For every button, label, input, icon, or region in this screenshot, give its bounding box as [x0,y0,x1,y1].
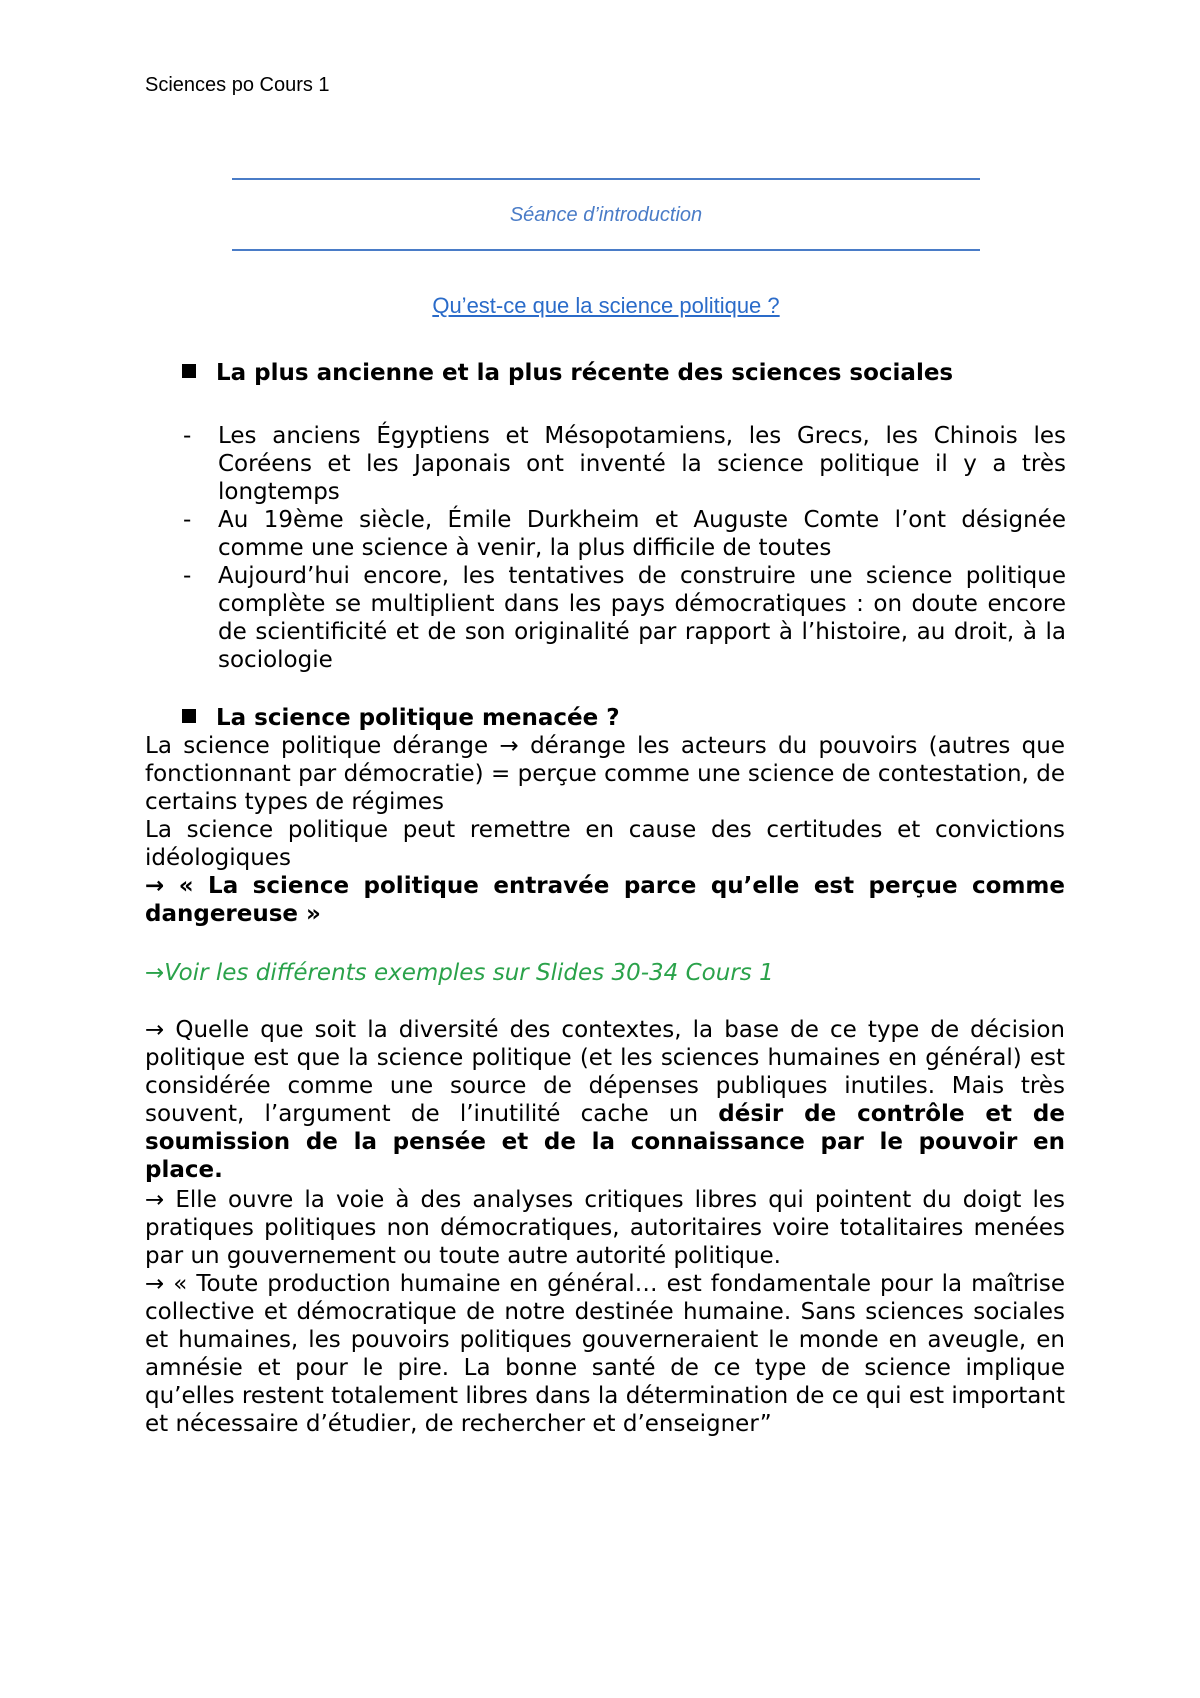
list-item-text: Aujourd’hui encore, les tentatives de construire une science politique complète se multiplient dans les pays démocratiques : on doute encore de scientificité et de son originalité par rapport à l’histoire, au droit, à la sociologie [218,563,1066,673]
section-heading-2 [182,705,620,731]
green-note [145,959,1065,987]
arrow-icon: → [145,1271,165,1297]
arrow-icon: → [145,1017,165,1043]
arrow-icon: → [499,733,519,759]
paragraph-a-bold: désir de contrôle et de soumission de la pensée et de la connaissance par le pouvoir en place. [145,1101,1065,1183]
green-note-text: Voir les différents exemples sur Slides 30-34 Cours 1 [164,960,774,986]
section2-p3: → « La science politique entravée parce qu’elle est perçue comme dangereuse » [145,873,1065,927]
page-header: Sciences po Cours 1 [145,74,330,96]
dash-bullet: - [183,423,192,449]
arrow-icon: → [145,960,165,986]
dash-bullet: - [183,507,192,533]
paragraph-c: → « Toute production humaine en général… est fondamentale pour la maîtrise collective et démocratique de notre destinée humaine. Sans sciences sociales et humaines, les pouvoirs politiques gouverneraient le monde en aveugle, en amnésie et pour le pire. La bonne santé de ce type de science implique qu’elles restent totalement libres dans la détermination de ce qui est important et nécessaire d’étudier, de rechercher et d’enseigner” [145,1271,1065,1437]
bottom-rule [232,249,980,251]
arrow-icon: → [145,873,165,899]
square-bullet-icon [182,709,196,723]
main-title: Qu’est-ce que la science politique ? [432,293,780,318]
list-item [183,562,1066,674]
arrow-icon: → [145,1187,165,1213]
section2-body [145,732,1065,928]
top-rule [232,178,980,180]
section-heading-1 [182,360,953,386]
section-heading-1-text: La plus ancienne et la plus récente des sciences sociales [216,360,954,386]
paragraph-b: → Elle ouvre la voie à des analyses critiques libres qui pointent du doigt les pratiques politiques non démocratiques, autoritaires voire totalitaires menées par un gouvernement ou toute autre autorité politique. [145,1187,1065,1269]
bullet-list [183,422,1066,674]
paragraph-a: → Quelle que soit la diversité des contextes, la base de ce type de décision politique est que la science politique (et les sciences humaines en général) est considérée comme une source de dépenses publiques inutiles. Mais très souvent, l’argument de l’inutilité cache un désir de contrôle et de soumission de la pensée et de la connaissance par le pouvoir en place. [145,1017,1065,1183]
section2-p2: La science politique peut remettre en cause des certitudes et convictions idéologiques [145,817,1065,871]
square-bullet-icon [182,364,196,378]
list-item [183,422,1066,506]
list-item [183,506,1066,562]
subtitle: Séance d’introduction [509,204,703,226]
list-item-text: Les anciens Égyptiens et Mésopotamiens, les Grecs, les Chinois les Coréens et les Japonais ont inventé la science politique il y a très longtemps [218,423,1066,505]
section2-p1: La science politique dérange → dérange les acteurs du pouvoirs (autres que fonctionnant par démocratie) = perçue comme une science de contestation, de certains types de régimes [145,733,1066,815]
dash-bullet: - [183,563,192,589]
section-heading-2-text: La science politique menacée ? [216,705,620,731]
list-item-text: Au 19ème siècle, Émile Durkheim et Auguste Comte l’ont désignée comme une science à venir, la plus difficile de toutes [218,507,1066,561]
